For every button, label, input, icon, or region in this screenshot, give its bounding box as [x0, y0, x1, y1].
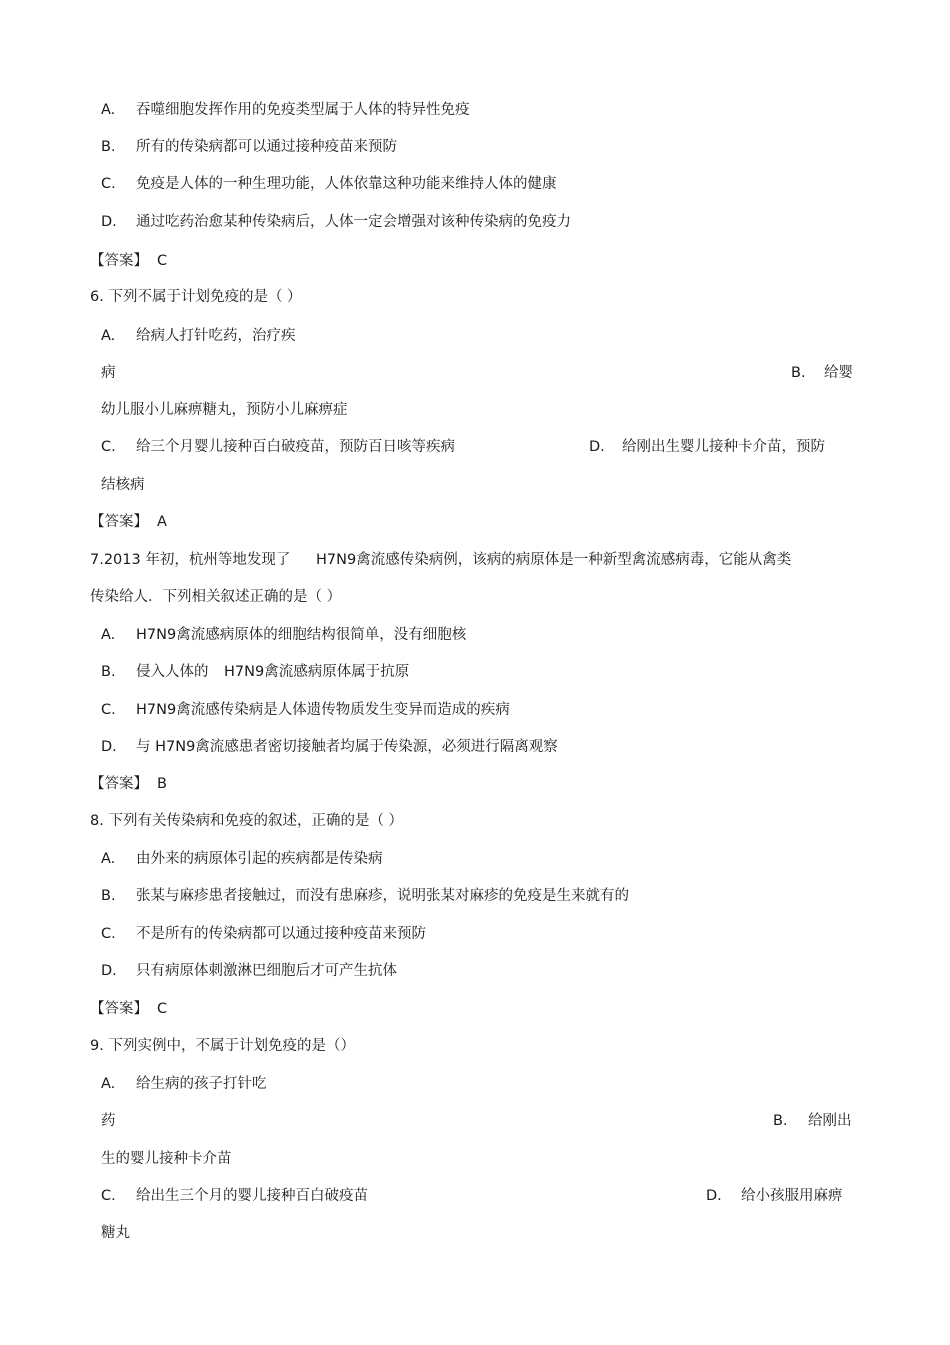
option-label: C. — [101, 439, 116, 455]
option-label: B. — [101, 664, 116, 680]
option-text: 通过吃药治愈某种传染病后，人体一定会增强对该种传染病的免疫力 — [136, 214, 571, 230]
q6-option-d — [589, 438, 825, 456]
option-label: A. — [101, 1076, 116, 1092]
option-text-cont: H7N9禽流感病原体属于抗原 — [224, 664, 410, 680]
option-label: A. — [101, 851, 116, 867]
q5-option-a — [101, 101, 470, 119]
option-text: H7N9禽流感传染病是人体遗传物质发生变异而造成的疾病 — [136, 702, 510, 718]
q9-option-a — [101, 1075, 267, 1093]
q8-option-d — [101, 962, 397, 980]
q8-option-c — [101, 925, 426, 943]
option-label: A. — [101, 627, 116, 643]
option-text: 吞噬细胞发挥作用的免疫类型属于人体的特异性免疫 — [136, 102, 470, 118]
q9-option-a-cont: 药 — [101, 1113, 116, 1129]
q6-option-b-cont: 幼儿服小儿麻痹糖丸，预防小儿麻痹症 — [101, 402, 348, 418]
option-text: 给生病的孩子打针吃 — [136, 1076, 267, 1092]
answer-label: 【答案】 — [90, 514, 148, 530]
option-text: 给三个月婴儿接种百白破疫苗，预防百日咳等疾病 — [136, 439, 455, 455]
option-label: D. — [101, 963, 117, 979]
answer-value: A — [157, 514, 167, 530]
option-label: D. — [706, 1188, 722, 1204]
q8-option-a — [101, 850, 383, 868]
option-text: 给小孩服用麻痹 — [741, 1188, 843, 1204]
answer-label: 【答案】 — [90, 1001, 148, 1017]
q5-option-b — [101, 138, 397, 156]
q9-stem: 9. 下列实例中，不属于计划免疫的是（） — [90, 1038, 355, 1054]
q7-stem — [90, 551, 792, 569]
answer-label: 【答案】 — [90, 776, 148, 792]
q5-answer — [90, 252, 168, 270]
q6-option-a-cont: 病 — [101, 365, 116, 381]
option-text: 给病人打针吃药，治疗疾 — [136, 328, 296, 344]
q7-option-d — [101, 738, 558, 756]
q8-answer — [90, 1000, 168, 1018]
q6-option-d-cont: 结核病 — [101, 477, 145, 493]
q6-stem: 6. 下列不属于计划免疫的是（ ） — [90, 289, 302, 305]
q5-option-c — [101, 175, 557, 193]
q7-option-a — [101, 626, 467, 644]
option-label: B. — [101, 139, 116, 155]
q7-option-c — [101, 701, 510, 719]
q6-option-c — [101, 438, 455, 456]
option-label: B. — [791, 365, 806, 381]
option-text: 只有病原体刺激淋巴细胞后才可产生抗体 — [136, 963, 397, 979]
q7-answer — [90, 775, 167, 793]
option-label: A. — [101, 328, 116, 344]
option-label: C. — [101, 176, 116, 192]
option-text: 由外来的病原体引起的疾病都是传染病 — [136, 851, 383, 867]
option-label: D. — [101, 739, 117, 755]
option-label: D. — [589, 439, 605, 455]
option-text: 给出生三个月的婴儿接种百白破疫苗 — [136, 1188, 368, 1204]
q6-option-a — [101, 327, 296, 345]
option-label: C. — [101, 702, 116, 718]
q7-stem-part2: H7N9禽流感传染病例，该病的病原体是一种新型禽流感病毒，它能从禽类 — [316, 552, 792, 568]
q9-option-b-cont: 生的婴儿接种卡介苗 — [101, 1151, 232, 1167]
option-text: 与 H7N9禽流感患者密切接触者均属于传染源，必须进行隔离观察 — [136, 739, 558, 755]
q7-stem-line2: 传染给人．下列相关叙述正确的是（ ） — [90, 589, 342, 605]
q5-option-d — [101, 213, 571, 231]
option-text: 张某与麻疹患者接触过，而没有患麻疹，说明张某对麻疹的免疫是生来就有的 — [136, 888, 629, 904]
option-text: 所有的传染病都可以通过接种疫苗来预防 — [136, 139, 397, 155]
q6-answer — [90, 513, 167, 531]
option-label: B. — [101, 888, 116, 904]
answer-label: 【答案】 — [90, 253, 148, 269]
option-text: 免疫是人体的一种生理功能，人体依靠这种功能来维持人体的健康 — [136, 176, 557, 192]
option-text: 给婴 — [824, 365, 853, 381]
q7-option-b — [101, 663, 410, 681]
option-text: 不是所有的传染病都可以通过接种疫苗来预防 — [136, 926, 426, 942]
q7-stem-part1: 7.2013 年初，杭州等地发现了 — [90, 552, 291, 568]
answer-value: C — [157, 1001, 168, 1017]
option-text: H7N9禽流感病原体的细胞结构很简单，没有细胞核 — [136, 627, 467, 643]
q9-option-d-cont: 糖丸 — [101, 1225, 130, 1241]
option-text: 给刚出 — [808, 1113, 852, 1129]
q9-option-b — [773, 1112, 852, 1130]
option-label: D. — [101, 214, 117, 230]
answer-value: B — [157, 776, 167, 792]
q9-option-d — [706, 1187, 843, 1205]
option-label: C. — [101, 926, 116, 942]
option-label: A. — [101, 102, 116, 118]
q6-option-b — [791, 364, 853, 382]
option-text: 侵入人体的 — [136, 664, 209, 680]
answer-value: C — [157, 253, 168, 269]
q8-option-b — [101, 887, 629, 905]
q8-stem: 8. 下列有关传染病和免疫的叙述，正确的是（ ） — [90, 813, 404, 829]
q9-option-c — [101, 1187, 368, 1205]
option-label: C. — [101, 1188, 116, 1204]
option-text: 给刚出生婴儿接种卡介苗，预防 — [622, 439, 825, 455]
option-label: B. — [773, 1113, 788, 1129]
